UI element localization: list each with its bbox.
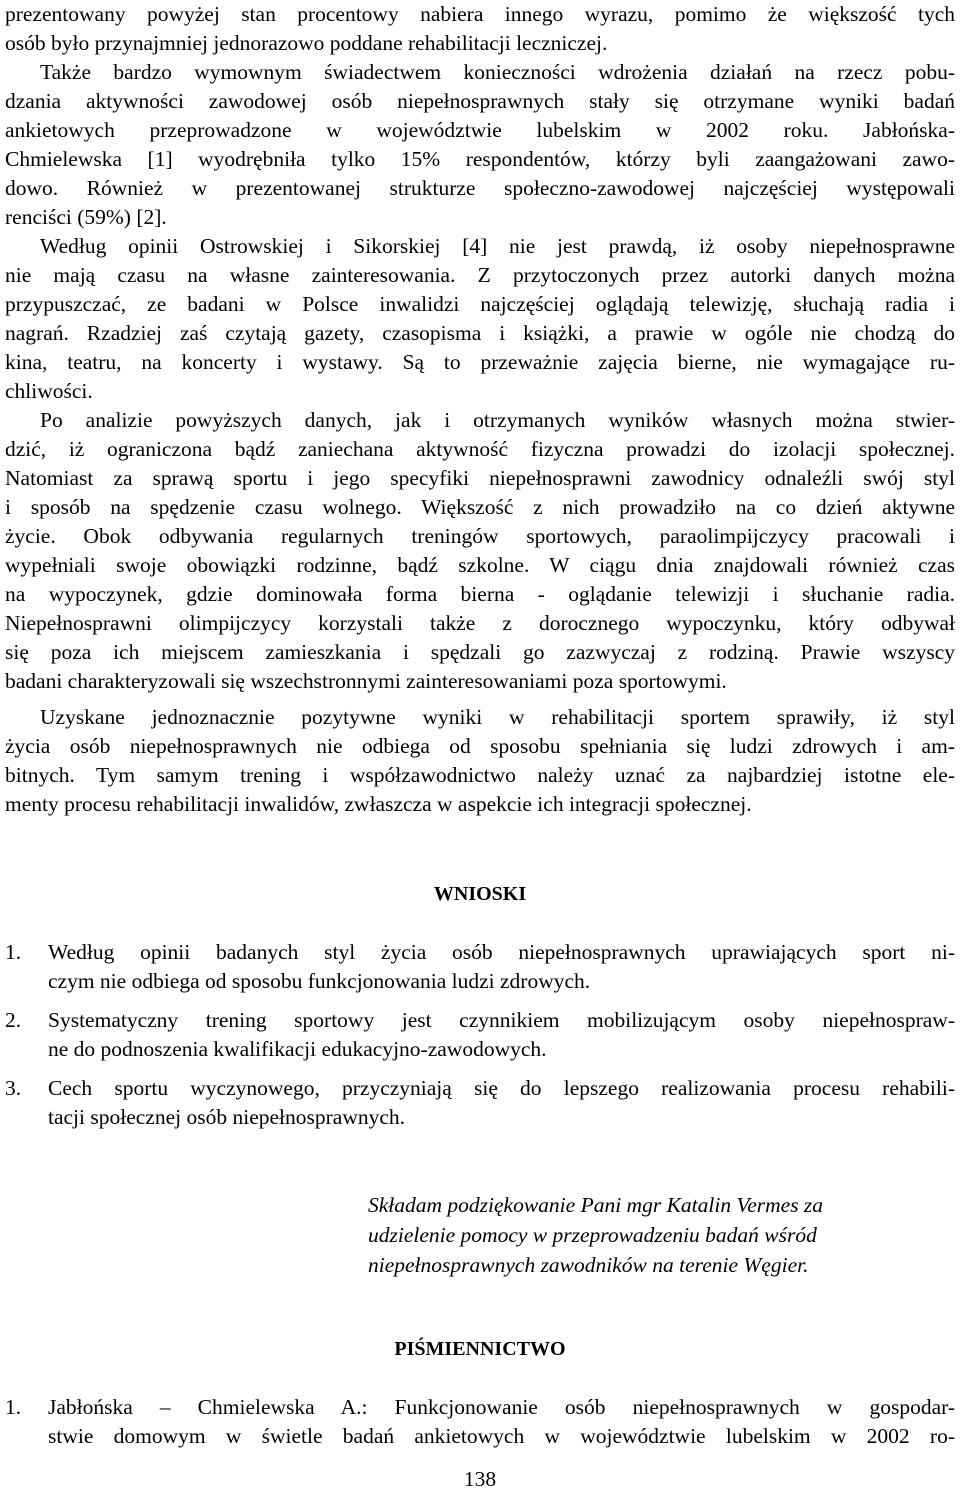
body-line: osób było przynajmniej jednorazowo poddane rehabilitacji leczniczej. <box>5 31 608 55</box>
body-line: renciści (59%) [2]. <box>5 205 167 229</box>
list-number: 2. <box>5 1008 22 1032</box>
body-line: chliwości. <box>5 379 93 403</box>
body-line: życia osób niepełnosprawnych nie odbiega od sposobu spełniania się ludzi zdrowych i am- <box>5 734 955 758</box>
body-line: bitnych. Tym samym trening i współzawodnictwo należy uznać za najbardziej istotne ele- <box>5 763 955 787</box>
body-line: kina, teatru, na koncerty i wystawy. Są to przeważnie zajęcia bierne, nie wymagające ru- <box>5 350 955 374</box>
acknowledgement-line: udzielenie pomocy w przeprowadzeniu badań wśród <box>368 1223 817 1247</box>
conclusion-item-1 <box>5 938 955 967</box>
acknowledgement-line: niepełnosprawnych zawodników na terenie Węgier. <box>368 1253 809 1277</box>
list-number: 1. <box>5 940 22 964</box>
list-item-text: stwie domowym w świetle badań ankietowych w województwie lubelskim w 2002 ro- <box>48 1424 955 1448</box>
body-line: Po analizie powyższych danych, jak i otrzymanych wyników własnych można stwier- <box>40 408 955 432</box>
acknowledgement-line: Składam podziękowanie Pani mgr Katalin Vermes za <box>368 1193 824 1217</box>
body-line: dowo. Również w prezentowanej strukturze społeczno-zawodowej najczęściej występowali <box>5 176 955 200</box>
list-item-text: ne do podnoszenia kwalifikacji edukacyjno-zawodowych. <box>48 1037 547 1061</box>
list-item-text: tacji społecznej osób niepełnosprawnych. <box>48 1105 406 1129</box>
body-line: Niepełnosprawni olimpijczycy korzystali także z dorocznego wypoczynku, który odbywał <box>5 611 955 635</box>
references-heading: PIŚMIENNICTWO <box>394 1338 566 1360</box>
list-number: 1. <box>5 1395 22 1419</box>
conclusion-item-3 <box>5 1074 955 1103</box>
body-line: dzania aktywności zawodowej osób niepełnosprawnych stały się otrzymane wyniki badań <box>5 89 955 113</box>
body-line: na wypoczynek, gdzie dominowała forma bierna - oglądanie telewizji i słuchanie radia. <box>5 582 955 606</box>
conclusions-heading: WNIOSKI <box>433 883 527 905</box>
list-item-text: Jabłońska – Chmielewska A.: Funkcjonowanie osób niepełnosprawnych w gospodar- <box>48 1395 955 1419</box>
body-line: badani charakteryzowali się wszechstronnymi zainteresowaniami poza sportowymi. <box>5 669 727 693</box>
body-line: dzić, iż ograniczona bądź zaniechana aktywność fizyczna prowadzi do izolacji społecznej. <box>5 437 955 461</box>
body-line: prezentowany powyżej stan procentowy nabiera innego wyrazu, pomimo że większość tych <box>5 2 955 26</box>
list-item-text: Cech sportu wyczynowego, przyczyniają się do lepszego realizowania procesu rehabili- <box>48 1076 955 1100</box>
body-line: menty procesu rehabilitacji inwalidów, zwłaszcza w aspekcie ich integracji społecznej. <box>5 792 752 816</box>
body-line: Natomiast za sprawą sportu i jego specyfiki niepełnosprawni zawodnicy odnaleźli swój styl <box>5 466 955 490</box>
body-line: się poza ich miejscem zamieszkania i spędzali go zazwyczaj z rodziną. Prawie wszyscy <box>5 640 955 664</box>
list-item-text: Systematyczny trening sportowy jest czynnikiem mobilizującym osoby niepełnospraw- <box>48 1008 955 1032</box>
body-line: Uzyskane jednoznacznie pozytywne wyniki w rehabilitacji sportem sprawiły, iż styl <box>40 705 955 729</box>
body-line: Według opinii Ostrowskiej i Sikorskiej [4] nie jest prawdą, iż osoby niepełnosprawne <box>40 234 955 258</box>
body-line: Także bardzo wymownym świadectwem konieczności wdrożenia działań na rzecz pobu- <box>40 60 955 84</box>
body-line: nie mają czasu na własne zainteresowania. Z przytoczonych przez autorki danych można <box>5 263 955 287</box>
body-line: wypełniali swoje obowiązki rodzinne, bądź szkolne. W ciągu dnia znajdowali również czas <box>5 553 955 577</box>
body-line: nagrań. Rzadziej zaś czytają gazety, czasopisma i książki, a prawie w ogóle nie chodzą do <box>5 321 955 345</box>
list-item-text: czym nie odbiega od sposobu funkcjonowania ludzi zdrowych. <box>48 969 591 993</box>
page-number: 138 <box>463 1467 497 1491</box>
body-line: i sposób na spędzenie czasu wolnego. Większość z nich prowadziło na co dzień aktywne <box>5 495 955 519</box>
list-item-text: Według opinii badanych styl życia osób niepełnosprawnych uprawiających sport ni- <box>48 940 955 964</box>
body-line: Chmielewska [1] wyodrębniła tylko 15% respondentów, którzy byli zaangażowani zawo- <box>5 147 955 171</box>
body-line: życie. Obok odbywania regularnych treningów sportowych, paraolimpijczycy pracowali i <box>5 524 955 548</box>
body-line: ankietowych przeprowadzone w województwie lubelskim w 2002 roku. Jabłońska- <box>5 118 955 142</box>
conclusion-item-2 <box>5 1006 955 1035</box>
reference-item-1 <box>5 1393 955 1422</box>
list-number: 3. <box>5 1076 22 1100</box>
body-line: przypuszczać, ze badani w Polsce inwalidzi najczęściej oglądają telewizję, słuchają radia i <box>5 292 955 316</box>
